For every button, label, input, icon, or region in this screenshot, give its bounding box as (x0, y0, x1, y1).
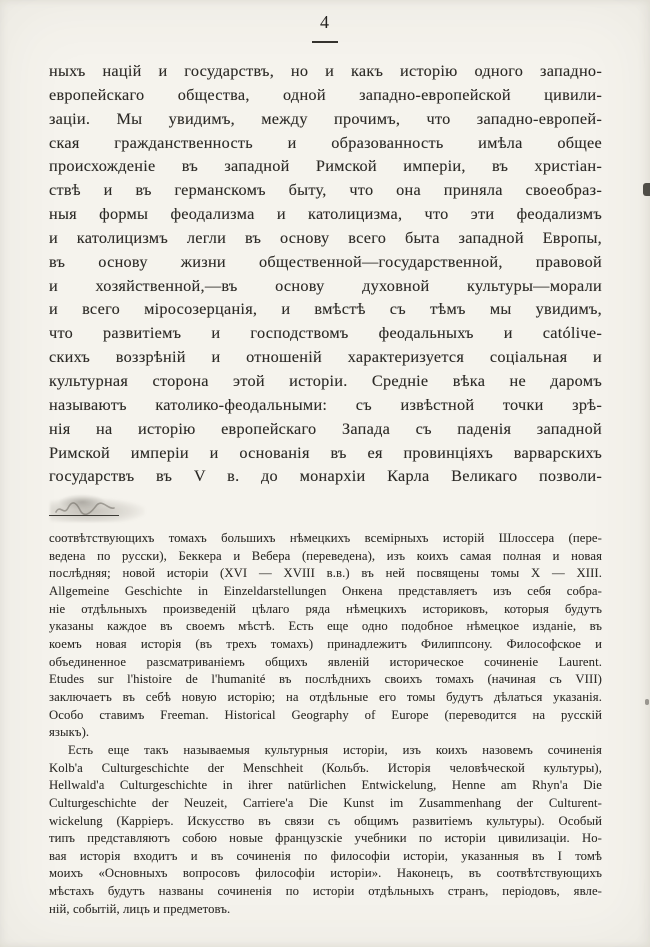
footnote-line: ній, событій, лицъ и предметовъ. (49, 901, 231, 916)
footnote-line: Culturgeschichte der Neuzeit, Carriere'а Die Kunst im Zusammenhang der Culturent- (49, 795, 602, 810)
footnote-line: соотвѣтствующихъ томахъ большихъ нѣмецкихъ всемірныхъ исторій Шлоссера (пере- (49, 531, 602, 545)
text-line: и всего міросозерцанія, и вмѣстѣ съ тѣмъ мы увидимъ, (49, 299, 602, 319)
ink-smudge (50, 494, 155, 524)
smudge-blob (58, 494, 106, 510)
footnote-line: ведена по русски), Беккера и Вебера (переведена), изъ коихъ самая полная и новая (49, 548, 602, 563)
footnote-line: ніе отдѣльныхъ произведеній цѣлаго ряда нѣмецкихъ историковъ, которыя будутъ (49, 601, 602, 616)
footnote-line: мѣстахъ будутъ названы сочиненія по исторіи отдѣльныхъ странъ, періодовъ, явле- (49, 884, 602, 899)
footnote-line: послѣдняя; новой исторіи (XVI — XVIII в.в.) въ ней посвящены томы X — XIII. (49, 566, 602, 581)
text-line: ныя формы феодализма и католицизма, что эти феодализмъ (49, 204, 602, 224)
text-line: государствъ въ V в. до монархіи Карла Великаго позволи- (49, 466, 602, 486)
text-line: европейскаго общества, одной западно-европейской цивили- (49, 84, 602, 104)
text-line: Римской имперіи и основанія въ ея провинціяхъ варварскихъ (49, 442, 602, 462)
text-line: ныхъ націй и государствъ, но и какъ исторію одного западно- (49, 61, 602, 80)
footnote-line: wickelung (Карріеръ. Искусство въ связи съ общимъ развитіемъ культуры). Особый (49, 813, 602, 828)
text-line: называютъ католико-феодальными: съ извѣстной точки зрѣ- (49, 394, 602, 414)
footnote-separator (49, 515, 119, 516)
smudge-blob (50, 498, 145, 522)
page-number: 4 (320, 12, 330, 32)
text-line: въ основу жизни общественной—государственной, правовой (49, 251, 602, 271)
footnote-line: Особо ставимъ Freeman. Historical Geography of Europe (переводится на русскій (49, 707, 602, 722)
footnote-line: Hellwald'а Culturgeschichte in ihrer natürlichen Entwickelung, Henne am Rhyn'а Die (49, 778, 602, 793)
text-line: ская гражданственность и образованность имѣла общее (49, 132, 602, 152)
footnote-line: коемъ новая исторія (въ трехъ томахъ) принадлежитъ Филиппсону. Философское и (49, 636, 602, 651)
footnotes (49, 530, 602, 918)
pencil-scribble (52, 496, 142, 520)
footnote-line: вая исторія входитъ и въ сочиненія по философіи исторіи, указанныя въ I томѣ (49, 848, 602, 863)
footnote-line: Kolb'а Culturgeschichte der Menschheit (Кольбъ. Исторія человѣческой культуры), (49, 760, 602, 775)
text-line: заціи. Мы увидимъ, между прочимъ, что западно-европей- (49, 108, 602, 128)
header-rule (312, 41, 338, 43)
text-line: и католицизмъ легли въ основу всего быта западной Европы, (49, 227, 602, 247)
footnote-line: заключаетъ въ себѣ новую исторію; на отдѣльные его томы будутъ дѣлаться указанія. (49, 689, 602, 704)
text-line: и хозяйственной,—въ основу духовной культуры—морали (49, 275, 602, 295)
footnote-line: языкъ). (49, 725, 90, 740)
text-line: ствѣ и въ германскомъ быту, что она приняла своеобраз- (49, 180, 602, 200)
footnote-line: Allgemeine Geschichte in Einzeldarstellungen Онкена представляетъ изъ себя собра- (49, 583, 602, 598)
footnote-line: указаны каждое въ своемъ мѣстѣ. Есть еще одно подобное нѣмецкое изданіе, въ (49, 619, 602, 634)
footnote-line: объединенное разсматриваніемъ общихъ явленій историческое сочиненіе Laurent. (49, 654, 602, 669)
footnote-line: типъ представляютъ собою новые французскіе учебники по исторіи цивилизаціи. Но- (49, 831, 602, 846)
text-line: культурная сторона этой исторіи. Средніе вѣка не даромъ (49, 370, 602, 390)
scan-edge-mark (643, 183, 650, 196)
footnote-line: моихъ «Основныхъ вопросовъ философіи исторіи». Наконецъ, въ соотвѣтствующихъ (49, 866, 602, 881)
text-line: что развитіемъ и господствомъ феодальныхъ и católiче- (49, 323, 602, 343)
main-text (49, 59, 602, 488)
footnote-line: Есть еще такъ называемыя культурныя исторіи, изъ коихъ назовемъ сочиненія (68, 742, 602, 757)
text-line: происхожденіе въ западной Римской имперіи, въ христіан- (49, 156, 602, 176)
text-line: нія на исторію европейскаго Запада съ паденія западной (49, 418, 602, 438)
footnote-line: Etudes sur l'histoire de l'humanité въ послѣднихъ своихъ томахъ (начиная съ VIII) (49, 672, 602, 687)
text-line: скихъ воззрѣній и отношеній характеризуется соціальная и (49, 347, 602, 367)
scan-edge-mark (645, 699, 649, 705)
